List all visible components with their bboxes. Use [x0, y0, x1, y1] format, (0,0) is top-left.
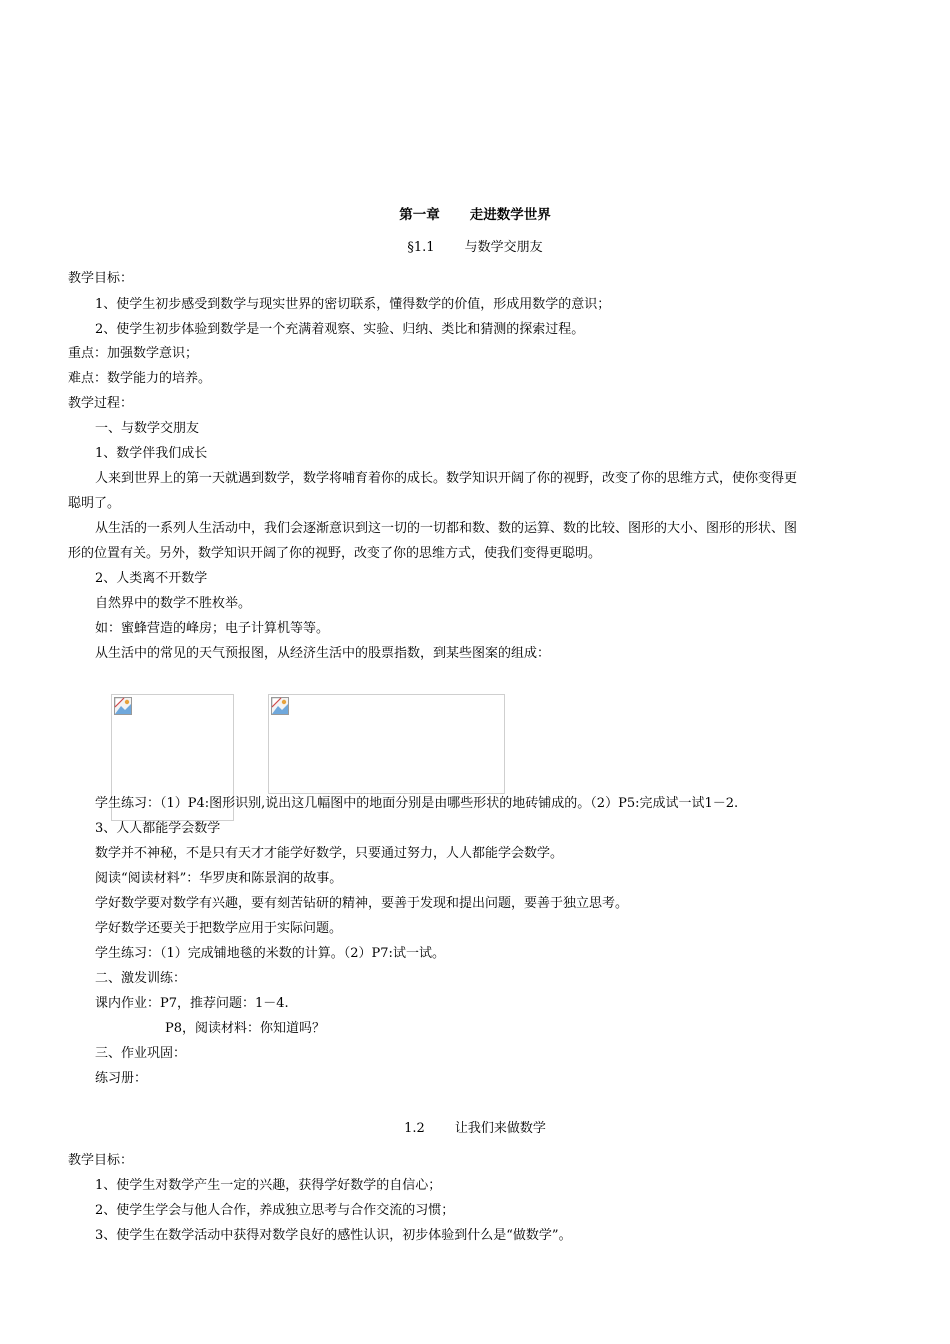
- chapter-label: 第一章: [399, 207, 440, 223]
- text-line: 课内作业：P7，推荐问题：1－4.: [95, 996, 289, 1011]
- broken-image-2: [268, 694, 505, 794]
- text-line: 二、激发训练：: [95, 971, 187, 986]
- text-line: 重点：加强数学意识；: [68, 346, 199, 361]
- broken-image-icon: [271, 697, 289, 715]
- section-number: 1.2: [404, 1121, 425, 1136]
- text-line: 2、使学生学会与他人合作，养成独立思考与合作交流的习惯；: [95, 1203, 455, 1218]
- broken-image-icon: [114, 697, 132, 715]
- chapter-heading: [0, 207, 950, 223]
- text-line: 人来到世界上的第一天就遇到数学，数学将哺育着你的成长。数学知识开阔了你的视野，改变了你的思维方式，使你变得更: [95, 471, 798, 486]
- text-line: 如：蜜蜂营造的峰房；电子计算机等等。: [95, 621, 330, 636]
- text-line: 学生练习：（1）P4:图形识别,说出这几幅图中的地面分别是由哪些形状的地砖铺成的。（2）P5:完成试一试1－2.: [95, 796, 739, 811]
- text-line: 1、使学生对数学产生一定的兴趣，获得学好数学的自信心；: [95, 1178, 442, 1193]
- text-line: 三、作业巩固：: [95, 1046, 187, 1061]
- text-line: 教学目标：: [68, 1153, 134, 1168]
- text-line: 2、人类离不开数学: [95, 571, 208, 586]
- text-line: 从生活中的常见的天气预报图，从经济生活中的股票指数，到某些图案的组成：: [95, 646, 551, 661]
- text-line: 1、数学伴我们成长: [95, 446, 208, 461]
- section-title: 让我们来做数学: [454, 1121, 546, 1136]
- text-line: P8，阅读材料：你知道吗？: [165, 1021, 326, 1036]
- text-line: 2、使学生初步体验到数学是一个充满着观察、实验、归纳、类比和猜测的探索过程。: [95, 322, 585, 337]
- text-line: 形的位置有关。另外，数学知识开阔了你的视野，改变了你的思维方式，使我们变得更聪明。: [68, 546, 602, 561]
- section-title: 与数学交朋友: [464, 240, 543, 255]
- chapter-title: 走进数学世界: [469, 207, 551, 223]
- text-line: 难点：数学能力的培养。: [68, 371, 212, 386]
- section-heading-1-1: [0, 240, 950, 256]
- text-line: 聪明了。: [68, 496, 121, 511]
- text-line: 一、与数学交朋友: [95, 421, 200, 436]
- text-line: 自然界中的数学不胜枚举。: [95, 596, 252, 611]
- text-line: 学好数学还要关于把数学应用于实际问题。: [95, 921, 343, 936]
- section-number: §1.1: [407, 240, 435, 255]
- text-line: 3、人人都能学会数学: [95, 821, 221, 836]
- text-line: 教学过程：: [68, 396, 134, 411]
- text-line: 数学并不神秘，不是只有天才才能学好数学，只要通过努力，人人都能学会数学。: [95, 846, 564, 861]
- text-line: 从生活的一系列人生活动中，我们会逐渐意识到这一切的一切都和数、数的运算、数的比较、图形的大小、图形的形状、图: [95, 521, 798, 536]
- text-line: 学生练习：（1）完成铺地毯的米数的计算。（2）P7:试一试。: [95, 946, 445, 961]
- text-line: 学好数学要对数学有兴趣，要有刻苦钻研的精神，要善于发现和提出问题，要善于独立思考。: [95, 896, 629, 911]
- text-line: 3、使学生在数学活动中获得对数学良好的感性认识，初步体验到什么是“做数学”。: [95, 1228, 572, 1243]
- text-line: 阅读“阅读材料”：华罗庚和陈景润的故事。: [95, 871, 343, 886]
- text-line: 练习册：: [95, 1071, 148, 1086]
- text-line: 教学目标：: [68, 271, 134, 286]
- section-heading-1-2: [0, 1121, 950, 1137]
- text-line: 1、使学生初步感受到数学与现实世界的密切联系，懂得数学的价值，形成用数学的意识；: [95, 297, 611, 312]
